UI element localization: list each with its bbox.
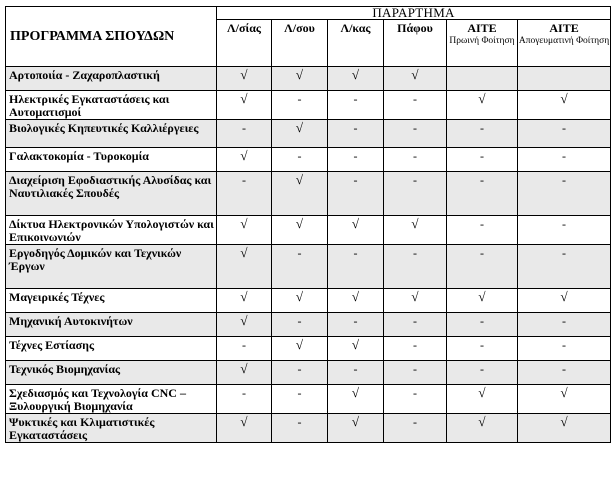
availability-dash: -: [272, 361, 328, 385]
column-header-label: Λ/σίας: [227, 21, 261, 35]
availability-empty: [447, 67, 518, 91]
availability-dash: -: [384, 385, 447, 414]
availability-check: √: [384, 216, 447, 245]
availability-dash: -: [518, 172, 611, 216]
table-row: [6, 414, 611, 443]
availability-dash: -: [384, 414, 447, 443]
availability-check: √: [447, 91, 518, 120]
availability-check: √: [217, 148, 272, 172]
availability-dash: -: [384, 337, 447, 361]
availability-dash: -: [217, 172, 272, 216]
availability-dash: -: [447, 337, 518, 361]
availability-dash: -: [447, 216, 518, 245]
availability-dash: -: [384, 313, 447, 337]
availability-check: √: [217, 91, 272, 120]
availability-dash: -: [328, 172, 384, 216]
availability-check: √: [272, 289, 328, 313]
table-row: [6, 120, 611, 148]
program-name: Εργοδηγός Δομικών και Τεχνικών Έργων: [6, 245, 217, 289]
availability-dash: -: [447, 245, 518, 289]
table-row: [6, 245, 611, 289]
availability-check: √: [518, 91, 611, 120]
table-body: [6, 67, 611, 443]
availability-dash: -: [518, 148, 611, 172]
availability-check: √: [272, 172, 328, 216]
table-row: [6, 148, 611, 172]
availability-dash: -: [518, 216, 611, 245]
column-header-sub: Πρωινή Φοίτηση: [449, 36, 515, 46]
table-row: [6, 67, 611, 91]
availability-dash: -: [384, 120, 447, 148]
table-row: [6, 385, 611, 414]
availability-dash: -: [272, 414, 328, 443]
program-name: Τεχνικός Βιομηχανίας: [6, 361, 217, 385]
program-name: Μαγειρικές Τέχνες: [6, 289, 217, 313]
availability-dash: -: [217, 337, 272, 361]
availability-dash: -: [447, 148, 518, 172]
column-header-pafos: [384, 20, 447, 67]
program-name: Διαχείριση Εφοδιαστικής Αλυσίδας και Ναυτιλιακές Σπουδές: [6, 172, 217, 216]
availability-check: √: [384, 67, 447, 91]
availability-check: √: [217, 361, 272, 385]
program-name: Ηλεκτρικές Εγκαταστάσεις και Αυτοματισμοί: [6, 91, 217, 120]
program-name: Τέχνες Εστίασης: [6, 337, 217, 361]
availability-check: √: [328, 385, 384, 414]
availability-dash: -: [384, 91, 447, 120]
availability-empty: [518, 67, 611, 91]
availability-dash: -: [447, 120, 518, 148]
availability-dash: -: [328, 120, 384, 148]
availability-dash: -: [447, 172, 518, 216]
availability-check: √: [217, 289, 272, 313]
table-row: [6, 172, 611, 216]
availability-check: √: [272, 337, 328, 361]
programs-table: [5, 6, 611, 443]
availability-check: √: [447, 385, 518, 414]
availability-check: √: [217, 414, 272, 443]
availability-dash: -: [328, 245, 384, 289]
availability-check: √: [328, 67, 384, 91]
availability-dash: -: [447, 361, 518, 385]
availability-dash: -: [518, 313, 611, 337]
program-name: Σχεδιασμός και Τεχνολογία CNC – Ξυλουργική Βιομηχανία: [6, 385, 217, 414]
availability-dash: -: [518, 245, 611, 289]
column-header-aite-morning: [447, 20, 518, 67]
availability-check: √: [217, 313, 272, 337]
availability-check: √: [384, 289, 447, 313]
table-row: [6, 289, 611, 313]
availability-check: √: [518, 289, 611, 313]
column-header-sub: Απογευματινή Φοίτηση: [518, 36, 610, 46]
availability-check: √: [217, 216, 272, 245]
availability-dash: -: [272, 385, 328, 414]
availability-dash: -: [272, 245, 328, 289]
availability-dash: -: [217, 120, 272, 148]
availability-dash: -: [328, 361, 384, 385]
availability-check: √: [447, 289, 518, 313]
availability-dash: -: [384, 361, 447, 385]
availability-dash: -: [384, 172, 447, 216]
availability-dash: -: [384, 245, 447, 289]
program-name: Μηχανική Αυτοκινήτων: [6, 313, 217, 337]
availability-check: √: [272, 216, 328, 245]
availability-dash: -: [272, 148, 328, 172]
availability-check: √: [217, 67, 272, 91]
column-header-label: ΑΙΤΕ: [549, 21, 579, 35]
column-header-label: Πάφου: [397, 21, 433, 35]
availability-dash: -: [384, 148, 447, 172]
column-header-larnaka: [328, 20, 384, 67]
program-name: Γαλακτοκομία - Τυροκομία: [6, 148, 217, 172]
program-name: Ψυκτικές και Κλιματιστικές Εγκαταστάσεις: [6, 414, 217, 443]
availability-dash: -: [328, 148, 384, 172]
column-header-aite-afternoon: [518, 20, 611, 67]
column-header-label: Λ/σου: [284, 21, 315, 35]
availability-check: √: [518, 385, 611, 414]
program-column-header: ΠΡΟΓΡΑΜΜΑ ΣΠΟΥΔΩΝ: [6, 7, 217, 67]
availability-dash: -: [447, 313, 518, 337]
availability-check: √: [272, 120, 328, 148]
availability-check: √: [328, 337, 384, 361]
availability-dash: -: [217, 385, 272, 414]
availability-check: √: [328, 414, 384, 443]
availability-dash: -: [518, 120, 611, 148]
table-row: [6, 337, 611, 361]
table-row: [6, 313, 611, 337]
availability-check: √: [447, 414, 518, 443]
availability-dash: -: [328, 91, 384, 120]
availability-dash: -: [518, 337, 611, 361]
table-row: [6, 91, 611, 120]
availability-dash: -: [272, 313, 328, 337]
column-header-lefkosia: [272, 20, 328, 67]
program-name: Βιολογικές Κηπευτικές Καλλιέργειες: [6, 120, 217, 148]
availability-check: √: [518, 414, 611, 443]
availability-dash: -: [328, 313, 384, 337]
availability-dash: -: [272, 91, 328, 120]
table-row: [6, 361, 611, 385]
annex-header: ΠΑΡΑΡΤΗΜΑ: [217, 7, 611, 20]
table-row: [6, 216, 611, 245]
availability-check: √: [272, 67, 328, 91]
column-header-label: ΑΙΤΕ: [467, 21, 497, 35]
column-header-label: Λ/κας: [340, 21, 371, 35]
program-name: Δίκτυα Ηλεκτρονικών Υπολογιστών και Επικοινωνιών: [6, 216, 217, 245]
availability-dash: -: [518, 361, 611, 385]
availability-check: √: [328, 216, 384, 245]
availability-check: √: [217, 245, 272, 289]
column-header-lemesos: [217, 20, 272, 67]
availability-check: √: [328, 289, 384, 313]
program-name: Αρτοποιία - Ζαχαροπλαστική: [6, 67, 217, 91]
